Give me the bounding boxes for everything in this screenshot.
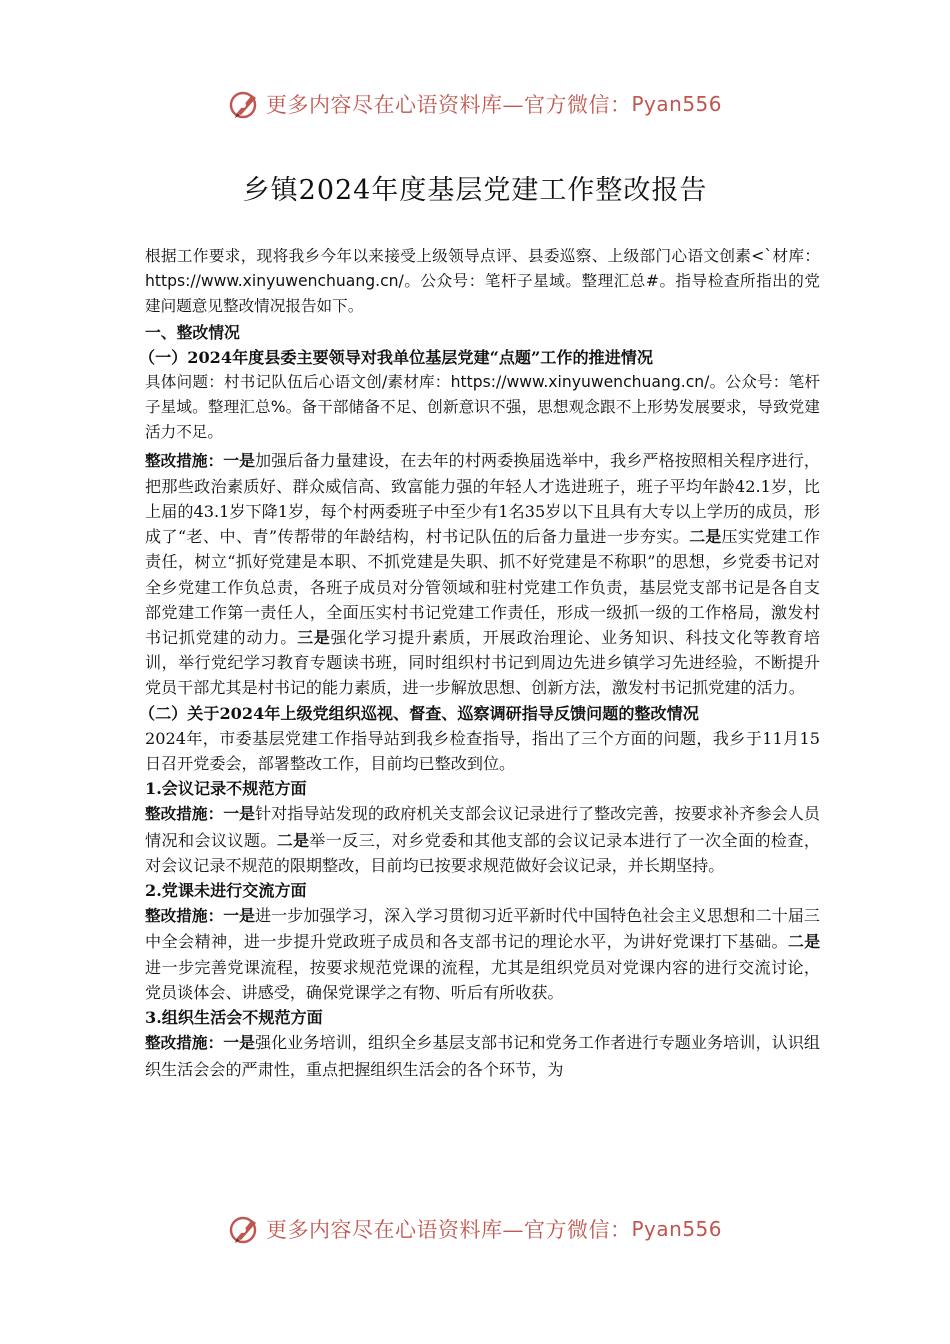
- measure-label: 一是: [223, 1033, 255, 1053]
- measure-label: 二是: [788, 932, 820, 952]
- subsection-heading-2: （二）关于2024年上级党组织巡视、督查、巡察调研指导反馈问题的整改情况: [139, 703, 699, 723]
- pen-logo-icon: [228, 1212, 262, 1246]
- intro-paragraph: 根据工作要求，现将我乡今年以来接受上级领导点评、县委巡察、上级部门心语文创素<`材库：https://www.xinyuwenchuang.cn/。公众号：笔杆子星域。整理汇总#。指导检查所指出的党建问题意见整改情况报告如下。: [145, 247, 820, 316]
- measures-paragraph-1: [145, 448, 820, 701]
- measures-lead: 整改措施：: [145, 1034, 224, 1053]
- subsection-2-intro: 2024年，市委基层党建工作指导站到我乡检查指导，指出了三个方面的问题，我乡于11月15日召开党委会，部署整改工作，目前均已整改到位。: [145, 728, 820, 774]
- document-body: [139, 244, 821, 1082]
- problem-paragraph: 具体问题：村书记队伍后心语文创/素材库：https://www.xinyuwenchuang.cn/。公众号：笔杆子星域。整理汇总%。备干部储备不足、创新意识不强，思想观念跟不上形势发展要求，导致党建活力不足。: [145, 373, 820, 442]
- measure-label: 一是: [223, 804, 255, 824]
- measure-text: 进一步完善党课流程，按要求规范党课的流程，尤其是组织党员对党课内容的进行交流讨论，党员谈体会、讲感受，确保党课学之有物、听后有所收获。: [145, 957, 820, 1002]
- subsection-heading-1: （一）2024年度县委主要领导对我单位基层党建“点题”工作的推进情况: [139, 347, 653, 367]
- issue-heading-2: 2.党课未进行交流方面: [145, 881, 307, 901]
- measure-label: 三是: [297, 628, 331, 648]
- banner-text: 更多内容尽在心语资料库—官方微信：: [265, 1218, 632, 1242]
- measure-text: 举一反三，对乡党委和其他支部的会议记录本进行了一次全面的检查，对会议记录不规范的限期整改，目前均已按要求规范做好会议记录，并长期坚持。: [145, 830, 821, 875]
- banner-wechat-id: Pyan556: [631, 1217, 722, 1241]
- measure-text: 强化学习提升素质，开展政治理论、业务知识、科技文化等教育培训，举行党纪学习教育专题读书班，同时组织村书记到周边先进乡镇学习先进经验，不断提升党员干部尤其是村书记的能力素质，进一步解放思想、创新方法，激发村书记抓党建的活力。: [145, 628, 821, 698]
- banner-text: 更多内容尽在心语资料库—官方微信：: [265, 93, 632, 117]
- measure-text: 进一步加强学习，深入学习贯彻习近平新时代中国特色社会主义思想和二十届三中全会精神，进一步提升党政班子成员和各支部书记的理论水平，为讲好党课打下基础。: [145, 906, 820, 952]
- issue-3-measures: [145, 1030, 820, 1081]
- section-heading-1: 一、整改情况: [145, 322, 240, 342]
- measure-text: 针对指导站发现的政府机关支部会议记录进行了整改完善，按要求补齐参会人员情况和会议议题。: [145, 804, 820, 850]
- banner-wechat-id: Pyan556: [631, 92, 722, 116]
- measure-label: 二是: [276, 830, 310, 850]
- issue-1-measures: [145, 801, 820, 878]
- measure-text: 强化业务培训，组织全乡基层支部书记和党务工作者进行专题业务培训，认识组织生活会会的严肃性，重点把握组织生活会的各个环节，为: [145, 1033, 820, 1079]
- measure-text: 压实党建工作责任，树立“抓好党建是本职、不抓党建是失职、抓不好党建是不称职”的思想，乡党委书记对全乡党建工作负总责，各班子成员对分管领域和驻村党建工作负责，基层党支部书记是各自支部党建工作第一责任人，全面压实村书记党建工作责任，形成一级抓一级的工作格局，激发村书记抓党建的动力。: [145, 527, 820, 648]
- header-watermark-banner: [0, 82, 950, 126]
- document-title: 乡镇2024年度基层党建工作整改报告: [242, 175, 708, 207]
- pen-logo-icon: [228, 87, 262, 121]
- measure-label: 一是: [223, 906, 255, 926]
- issue-heading-1: 1.会议记录不规范方面: [145, 779, 307, 799]
- measure-label: 一是: [223, 450, 255, 470]
- issue-heading-3: 3.组织生活会不规范方面: [145, 1008, 323, 1028]
- measure-label: 二是: [689, 527, 722, 547]
- measures-lead: 整改措施：: [145, 907, 224, 926]
- footer-watermark-banner: [0, 1207, 950, 1251]
- measures-lead: 整改措施：: [145, 451, 224, 470]
- measure-text: 加强后备力量建设，在去年的村两委换届选举中，我乡严格按照相关程序进行，把那些政治素质好、群众威信高、致富能力强的年轻人才选进班子，班子平均年龄42.1岁，比上届的43.1岁下降1岁，每个村两委班子中至少有1名35岁以下且具有大专以上学历的成员，形成了“老、中、青”传帮带的年龄结构，村书记队伍的后备力量进一步夯实。: [145, 450, 820, 547]
- issue-2-measures: [145, 903, 820, 1005]
- measures-lead: 整改措施：: [145, 805, 224, 824]
